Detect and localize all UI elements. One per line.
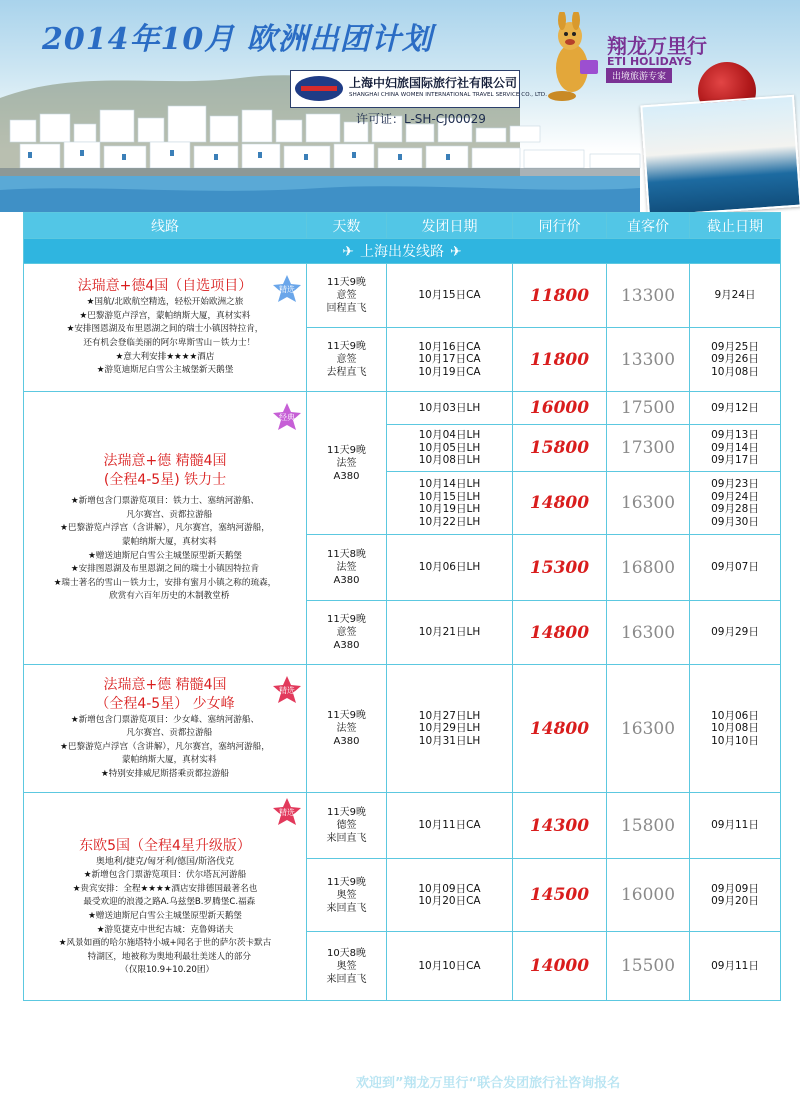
days-line: 11天9晚	[326, 807, 367, 818]
trade-price: 14000	[513, 932, 607, 1001]
route-title: 法瑞意+德 精髓4国	[103, 453, 227, 470]
deadline	[690, 535, 781, 601]
visa-line: 奥签	[336, 889, 357, 901]
visa-line: 意签	[336, 354, 357, 365]
deadline	[690, 601, 781, 665]
trip-days	[307, 601, 387, 665]
trade-price: 15800	[513, 425, 607, 472]
deadline-date: 9月24日	[714, 289, 756, 302]
table-header-row	[24, 213, 781, 239]
agency-name: 上海中妇旅国际旅行社有限公司	[349, 76, 518, 90]
route-bullet: 最受欢迎的浪漫之路A.乌兹堡B.罗腾堡C.福森	[74, 897, 256, 908]
column-header: 线路	[24, 213, 307, 239]
column-header: 发团日期	[387, 213, 513, 239]
footer-note: 欢迎到”翔龙万里行“联合发团旅行社咨询报名	[356, 1076, 621, 1091]
deadline-date: 09月07日	[711, 561, 759, 574]
flight-line: 来回直飞	[326, 973, 367, 985]
departure-date: 10月22日LH	[418, 515, 481, 528]
visa-line: 奥签	[336, 960, 357, 972]
flight-line: A380	[333, 640, 360, 651]
route-bullet: ★游览捷克中世纪古城：克鲁姆诺夫	[96, 924, 234, 935]
deadline-date: 09月28日	[711, 503, 759, 515]
harbor-photo	[640, 95, 800, 212]
days-line: 11天9晚	[326, 710, 367, 721]
table-row	[24, 793, 781, 859]
trade-price: 11800	[513, 264, 607, 328]
hero-banner	[0, 0, 800, 212]
agency-name-en: SHANGHAI CHINA WOMEN INTERNATIONAL TRAVEL SERVICE CO., LTD.	[349, 92, 548, 98]
route-table	[23, 212, 781, 1001]
deadline-date: 10月08日	[711, 722, 759, 735]
trip-days	[307, 793, 387, 859]
visa-line: 法签	[336, 723, 357, 734]
days-line: 11天9晚	[326, 277, 367, 288]
route-bullet: 凡尔赛宫、贡都拉游船	[117, 728, 213, 739]
departure-date: 10月29日LH	[418, 722, 481, 735]
badge-label: 经典	[279, 412, 295, 422]
route-bullet: ★贵宾安排：全程★★★★酒店安排德国最著名也	[72, 883, 258, 894]
departure-dates	[387, 859, 513, 932]
departure-date: 10月08日LH	[418, 454, 481, 467]
route-bullet: ★安排图恩湖及布里恩湖之间的瑞士小镇因特拉肯	[70, 564, 260, 575]
kangaroo-mascot-icon	[540, 12, 604, 106]
route-description	[24, 793, 307, 1001]
deadline	[690, 932, 781, 1001]
table-row	[24, 264, 781, 328]
route-bullet: ★风景如画的哈尔施塔特小城+闻名于世的萨尔茨卡默古	[58, 938, 272, 949]
route-description	[24, 665, 307, 793]
retail-price: 17500	[607, 392, 690, 425]
retail-price: 16300	[607, 601, 690, 665]
column-header: 截止日期	[690, 213, 781, 239]
retail-price: 13300	[607, 264, 690, 328]
badge-label: 精选	[279, 807, 295, 817]
trade-price: 16000	[513, 392, 607, 425]
deadline-date: 10月06日	[711, 709, 759, 722]
visa-line: 法签	[336, 562, 357, 573]
trip-days	[307, 328, 387, 392]
trade-price: 11800	[513, 328, 607, 392]
badge-star-icon	[272, 402, 302, 432]
departure-dates	[387, 793, 513, 859]
trip-days	[307, 665, 387, 793]
deadline-date: 09月11日	[711, 959, 759, 972]
flight-line: A380	[333, 575, 360, 586]
column-header: 直客价	[607, 213, 690, 239]
retail-price: 16300	[607, 472, 690, 535]
table-row	[24, 392, 781, 425]
route-title: 法瑞意+德 精髓4国	[103, 676, 227, 693]
badge-label: 精选	[279, 284, 295, 294]
route-bullet: 欣赏有六百年历史的木制教堂桥	[100, 591, 230, 602]
deadline-date: 09月17日	[711, 454, 759, 467]
airplane-icon: ✈	[450, 244, 462, 260]
route-bullet: ★意大利安排★★★★酒店	[115, 351, 215, 362]
deadline-date: 10月10日	[711, 734, 759, 747]
departure-date: 10月04日LH	[418, 429, 481, 442]
trade-price: 14300	[513, 793, 607, 859]
departure-dates	[387, 425, 513, 472]
deadline-date: 09月09日	[711, 882, 759, 895]
brand-name: 翔龙万里行	[607, 34, 707, 58]
route-bullet: ★新增包含门票游览项目：铁力士、塞纳河游船、	[70, 496, 260, 507]
flight-line: A380	[333, 470, 360, 482]
days-line: 11天9晚	[326, 876, 367, 888]
section-label: 上海出发线路	[360, 244, 444, 260]
flight-line: 来回直飞	[326, 902, 367, 914]
column-header: 天数	[307, 213, 387, 239]
days-line: 10天8晚	[326, 947, 367, 959]
retail-price: 16000	[607, 859, 690, 932]
departure-dates	[387, 601, 513, 665]
deadline	[690, 425, 781, 472]
departure-dates	[387, 264, 513, 328]
deadline-date: 10月08日	[711, 365, 759, 378]
departure-dates	[387, 472, 513, 535]
page-title: 2014年10月 欧洲出团计划	[42, 22, 433, 57]
license-number: 许可证：L-SH-CJ00029	[356, 112, 486, 126]
deadline	[690, 392, 781, 425]
route-bullet: 还有机会登临美丽的阿尔卑斯雪山－铁力士！	[74, 338, 256, 348]
retail-price: 15800	[607, 793, 690, 859]
trade-price: 14500	[513, 859, 607, 932]
departure-date: 10月20日CA	[418, 895, 481, 907]
departure-date: 10月15日LH	[418, 490, 481, 503]
route-bullet: ★国航/北欧航空精选，轻松开始欧洲之旅	[86, 297, 244, 308]
deadline	[690, 793, 781, 859]
route-bullet: ★新增包含门票游览项目：少女峰、塞纳河游船、	[70, 714, 260, 725]
brand-name-en: ETI HOLIDAYS	[607, 55, 693, 68]
route-bullet: 凡尔赛宫、贡都拉游船	[117, 509, 213, 520]
deadline-date: 09月13日	[711, 429, 759, 442]
flight-line: 去程直飞	[326, 367, 367, 378]
trip-days	[307, 392, 387, 535]
deadline	[690, 264, 781, 328]
brand-tagline: 出境旅游专家	[606, 68, 672, 83]
deadline	[690, 328, 781, 392]
route-bullet: 特湖区，地被称为奥地利最壮美迷人的部分	[79, 951, 251, 962]
departure-dates	[387, 665, 513, 793]
deadline-date: 09月14日	[711, 441, 759, 454]
route-description	[24, 392, 307, 665]
departure-date: 10月11日CA	[418, 819, 481, 832]
trip-days	[307, 932, 387, 1001]
departure-dates	[387, 535, 513, 601]
departure-date: 10月05日LH	[418, 441, 481, 454]
deadline-date: 09月30日	[711, 515, 759, 528]
table-row	[24, 665, 781, 793]
deadline-date: 09月24日	[711, 490, 759, 503]
visa-line: 意签	[336, 627, 357, 638]
days-line: 11天9晚	[326, 341, 367, 352]
route-bullet: ★赠送迪斯尼白雪公主城堡原型新天鹅堡	[88, 910, 242, 921]
departure-date: 10月10日CA	[418, 959, 481, 972]
route-description	[24, 264, 307, 392]
deadline-date: 09月12日	[711, 401, 759, 414]
retail-price: 16800	[607, 535, 690, 601]
visa-line: 法签	[336, 457, 357, 469]
agency-logo-box	[290, 70, 548, 108]
badge-label: 精选	[279, 685, 295, 695]
trade-price: 14800	[513, 665, 607, 793]
departure-dates	[387, 392, 513, 425]
route-bullet: ★巴黎游览卢浮宫（含讲解），凡尔赛宫，塞纳河游船，	[60, 741, 270, 752]
retail-price: 17300	[607, 425, 690, 472]
deadline	[690, 472, 781, 535]
trip-days	[307, 859, 387, 932]
deadline-date: 09月20日	[711, 895, 759, 907]
deadline-date: 09月26日	[711, 353, 759, 366]
trade-price: 14800	[513, 601, 607, 665]
route-countries: 奥地利/捷克/匈牙利/德国/斯洛伐克	[95, 857, 235, 868]
trip-days	[307, 264, 387, 328]
route-bullet: ★游览迪斯尼白雪公主城堡新天鹅堡	[96, 365, 234, 376]
departure-date: 10月19日LH	[418, 503, 481, 515]
departure-date: 10月16日CA	[418, 340, 481, 353]
deadline	[690, 859, 781, 932]
route-title: （全程4-5星） 少女峰	[95, 695, 235, 712]
trade-price: 14800	[513, 472, 607, 535]
badge-star-icon	[272, 797, 302, 827]
deadline-date: 09月11日	[711, 819, 759, 832]
visa-line: 意签	[336, 290, 357, 301]
agency-logo-icon	[295, 76, 343, 101]
retail-price: 15500	[607, 932, 690, 1001]
route-bullet: ★新增包含门票游览项目：伏尔塔瓦河游船	[83, 870, 247, 881]
route-bullet: ★特别安排威尼斯搭乘贡都拉游船	[100, 768, 230, 779]
route-title: 东欧5国（全程4星升级版）	[79, 838, 251, 855]
flight-line: 来回直飞	[326, 833, 367, 844]
deadline-date: 09月25日	[711, 340, 759, 353]
days-line: 11天8晚	[326, 549, 367, 560]
route-bullet: 蒙帕纳斯大厦，真材实料	[113, 755, 217, 766]
route-title: 法瑞意+德4国（自选项目）	[77, 278, 253, 295]
flight-line: 回程直飞	[326, 303, 367, 314]
route-title: (全程4-5星) 铁力士	[103, 472, 227, 489]
route-bullet: （仅限10.9+10.20团）	[115, 965, 215, 976]
trip-days	[307, 535, 387, 601]
visa-line: 德签	[336, 820, 357, 831]
section-header	[24, 239, 781, 264]
departure-date: 10月27日LH	[418, 709, 481, 722]
days-line: 11天9晚	[326, 614, 367, 625]
deadline-date: 09月23日	[711, 478, 759, 490]
departure-date: 10月21日LH	[418, 626, 481, 639]
departure-dates	[387, 328, 513, 392]
departure-date: 10月06日LH	[418, 561, 481, 574]
route-bullet: 蒙帕纳斯大厦，真材实料	[113, 536, 217, 547]
route-bullet: ★安排图恩湖及布里恩湖之间的瑞士小镇因特拉肯，	[66, 324, 264, 335]
departure-date: 10月17日CA	[418, 353, 481, 366]
deadline-date: 09月29日	[711, 626, 759, 639]
column-header: 同行价	[513, 213, 607, 239]
trade-price: 15300	[513, 535, 607, 601]
departure-dates	[387, 932, 513, 1001]
departure-date: 10月03日LH	[418, 401, 481, 414]
retail-price: 16300	[607, 665, 690, 793]
badge-star-icon	[272, 274, 302, 304]
departure-date: 10月31日LH	[418, 734, 481, 747]
deadline	[690, 665, 781, 793]
badge-star-icon	[272, 675, 302, 705]
section-row	[24, 239, 781, 264]
departure-date: 10月14日LH	[418, 478, 481, 490]
route-bullet: ★巴黎游览卢浮宫（含讲解），凡尔赛宫，塞纳河游船，	[60, 523, 270, 534]
route-bullet: ★赠送迪斯尼白雪公主城堡原型新天鹅堡	[88, 550, 242, 561]
departure-date: 10月19日CA	[418, 365, 481, 378]
departure-date: 10月15日CA	[418, 289, 481, 302]
days-line: 11天9晚	[326, 444, 367, 456]
route-bullet: ★瑞士著名的雪山－铁力士，安排有蜜月小镇之称的琉森，	[53, 577, 277, 588]
departure-date: 10月09日CA	[418, 882, 481, 895]
flight-line: A380	[333, 736, 360, 747]
retail-price: 13300	[607, 328, 690, 392]
airplane-icon: ✈	[342, 244, 354, 260]
route-bullet: ★巴黎游览卢浮宫，蒙帕纳斯大厦，真材实料	[79, 310, 251, 321]
